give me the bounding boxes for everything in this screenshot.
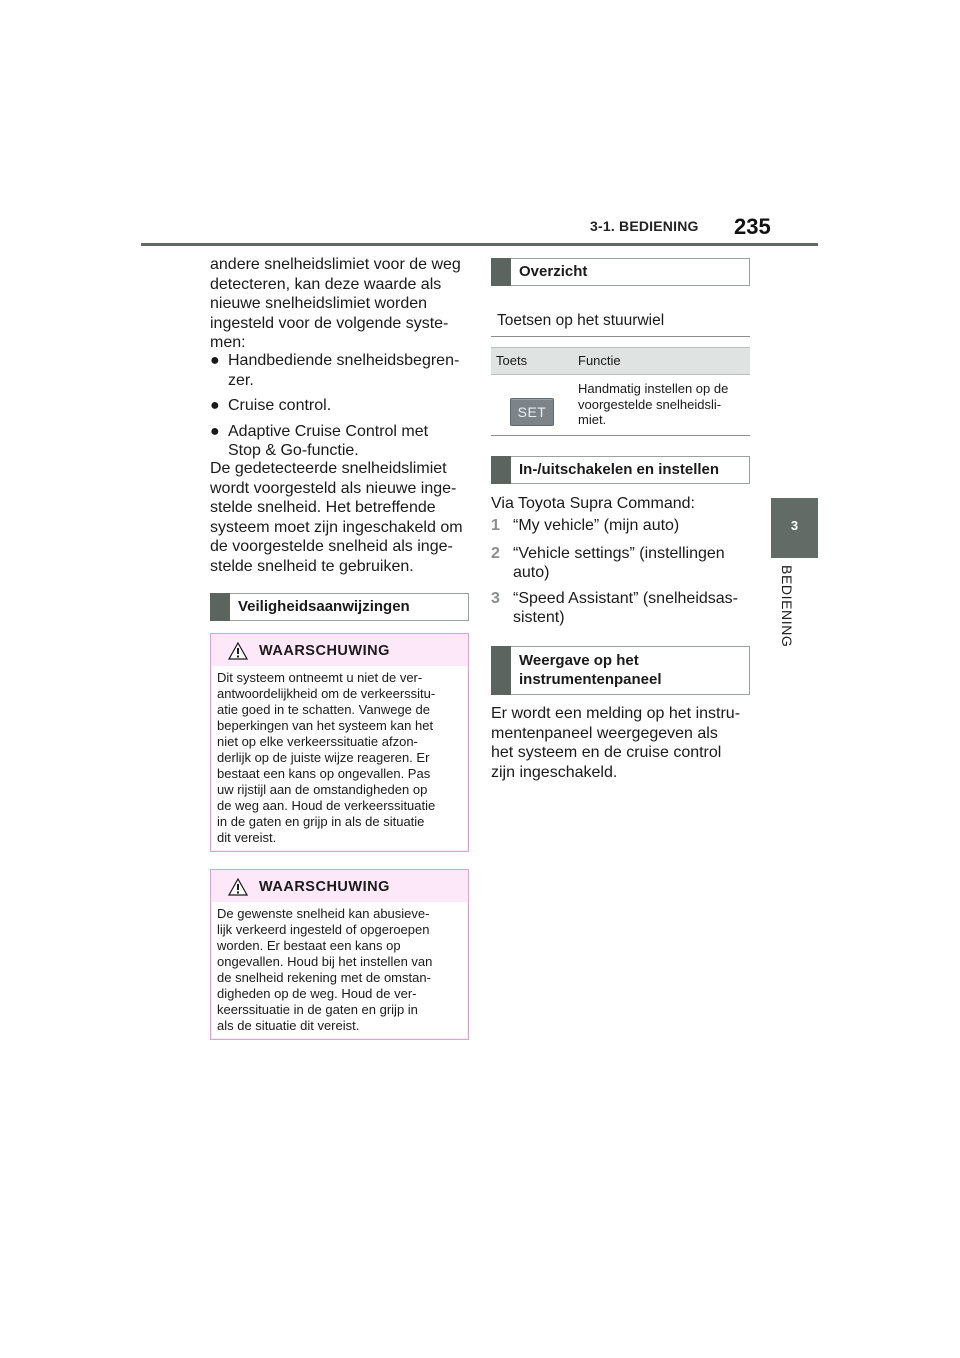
text-line: stelde snelheid. Het betreffende xyxy=(210,499,436,516)
buttons-subheading: Toetsen op het stuurwiel xyxy=(497,312,665,329)
heading-label: Veiligheidsaanwijzingen xyxy=(238,598,410,615)
text-line: “Speed Assistant” (snelheidsas- xyxy=(513,589,738,607)
text-line: instrumentenpaneel xyxy=(519,671,662,688)
subheading-rule xyxy=(491,336,750,337)
text-line: auto) xyxy=(513,564,550,581)
text-line: zer. xyxy=(228,371,254,389)
text-line: keerssituatie in de gaten en grijp in xyxy=(217,1002,418,1017)
warning-triangle-icon xyxy=(228,642,248,660)
heading-label: Overzicht xyxy=(519,263,588,280)
table-cell-function xyxy=(578,381,748,428)
heading-bar xyxy=(210,593,230,621)
text-line: detecteren, kan deze waarde als xyxy=(210,275,442,293)
text-line: voorgestelde snelheidsli- xyxy=(578,396,722,412)
text-line: dit vereist. xyxy=(217,830,277,845)
bullet-icon: ● xyxy=(210,422,220,440)
text-line: lijk verkeerd ingesteld of opgeroepen xyxy=(217,922,430,937)
section-title: 3-1. BEDIENING xyxy=(590,218,699,234)
list-item xyxy=(210,396,468,416)
text-line: Weergave op het xyxy=(519,652,639,669)
text-line: in de gaten en grijp in als de situatie xyxy=(217,814,425,829)
heading-label xyxy=(519,651,662,689)
text-line: Er wordt een melding op het instru- xyxy=(491,705,741,722)
warning-body xyxy=(212,666,467,850)
bullet-icon: ● xyxy=(210,397,220,414)
step-number: 3 xyxy=(491,589,500,607)
set-button-icon: SET xyxy=(510,398,554,426)
text-line: men: xyxy=(210,334,246,351)
text-line: De gewenste snelheid kan abusieve- xyxy=(217,906,430,921)
text-line: atie goed in te schatten. Vanwege de xyxy=(217,702,430,717)
heading-bar xyxy=(491,456,511,484)
text-line: Handbediende snelheidsbegren- xyxy=(228,352,460,369)
text-line: digheden op de weg. Houd de ver- xyxy=(217,986,417,1001)
heading-label: In-/uitschakelen en instellen xyxy=(519,461,720,478)
list-item xyxy=(491,544,750,583)
text-line: de snelheid rekening met de omstan- xyxy=(217,970,431,985)
warning-triangle-icon xyxy=(228,878,248,896)
table-bottom-rule xyxy=(491,435,750,436)
text-line: Cruise control. xyxy=(228,397,332,414)
chapter-number: 3 xyxy=(790,518,799,533)
text-line: systeem moet zijn ingeschakeld om xyxy=(210,518,463,536)
text-line: derlijk op de juiste wijze reageren. Er xyxy=(217,750,430,765)
text-line: bestaat een kans op ongevallen. Pas xyxy=(217,766,431,781)
text-line: ongevallen. Houd bij het instellen van xyxy=(217,954,433,969)
text-line: niet op elke verkeerssituatie afzon- xyxy=(217,734,418,749)
heading-bar xyxy=(491,646,511,695)
text-line: miet. xyxy=(578,412,607,427)
safety-heading xyxy=(210,593,469,621)
list-item xyxy=(491,589,750,628)
text-line: Stop & Go-functie. xyxy=(228,442,359,459)
text-line: mentenpaneel weergegeven als xyxy=(491,724,718,742)
text-line: de weg aan. Houd de verkeerssituatie xyxy=(217,798,436,813)
text-line: stelde snelheid te gebruiken. xyxy=(210,557,414,575)
chapter-label: BEDIENING xyxy=(779,565,795,648)
text-line: andere snelheidslimiet voor de weg xyxy=(210,256,461,273)
text-line: Handmatig instellen op de xyxy=(578,381,729,396)
header-rule xyxy=(141,243,818,246)
warning-body xyxy=(212,902,467,1038)
text-line: Adaptive Cruise Control met xyxy=(228,422,429,440)
text-line: als de situatie dit vereist. xyxy=(217,1018,360,1033)
display-paragraph xyxy=(491,704,750,782)
text-line: beperkingen van het systeem kan het xyxy=(217,718,434,733)
steps-list xyxy=(491,516,750,628)
text-line: “Vehicle settings” (instellingen xyxy=(513,544,725,562)
text-line: worden. Er bestaat een kans op xyxy=(217,938,401,953)
display-heading xyxy=(491,646,750,695)
text-line: zijn ingeschakeld. xyxy=(491,763,618,781)
text-line: De gedetecteerde snelheidslimiet xyxy=(210,460,447,477)
detected-limit-paragraph xyxy=(210,459,468,576)
warning-box-1 xyxy=(210,633,469,852)
overview-heading xyxy=(491,258,750,286)
page-number: 235 xyxy=(734,214,771,239)
text-line: “My vehicle” (mijn auto) xyxy=(513,517,680,534)
text-line: ingesteld voor de volgende syste- xyxy=(210,314,449,332)
list-item xyxy=(491,516,750,536)
column-header-key: Toets xyxy=(496,353,528,368)
list-item xyxy=(210,422,468,461)
warning-box-2 xyxy=(210,869,469,1040)
warning-title: WAARSCHUWING xyxy=(259,643,390,659)
text-line: wordt voorgesteld als nieuwe inge- xyxy=(210,479,457,497)
via-command-text: Via Toyota Supra Command: xyxy=(491,495,695,512)
text-line: Dit systeem ontneemt u niet de ver- xyxy=(217,670,423,685)
text-line: sistent) xyxy=(513,609,565,626)
text-line: uw rijstijl aan de omstandigheden op xyxy=(217,782,428,797)
text-line: antwoordelijkheid om de verkeerssitu- xyxy=(217,686,436,701)
step-number: 2 xyxy=(491,544,500,562)
column-header-function: Functie xyxy=(578,353,621,368)
heading-bar xyxy=(491,258,511,286)
step-number: 1 xyxy=(491,517,500,534)
text-line: nieuwe snelheidslimiet worden xyxy=(210,295,428,312)
list-item xyxy=(210,351,468,390)
intro-paragraph xyxy=(210,255,468,353)
warning-title: WAARSCHUWING xyxy=(259,879,390,895)
switch-heading xyxy=(491,456,750,484)
text-line: het systeem en de cruise control xyxy=(491,744,722,761)
bullet-icon: ● xyxy=(210,352,220,369)
bullet-list xyxy=(210,351,468,461)
text-line: de voorgestelde snelheid als inge- xyxy=(210,538,453,555)
